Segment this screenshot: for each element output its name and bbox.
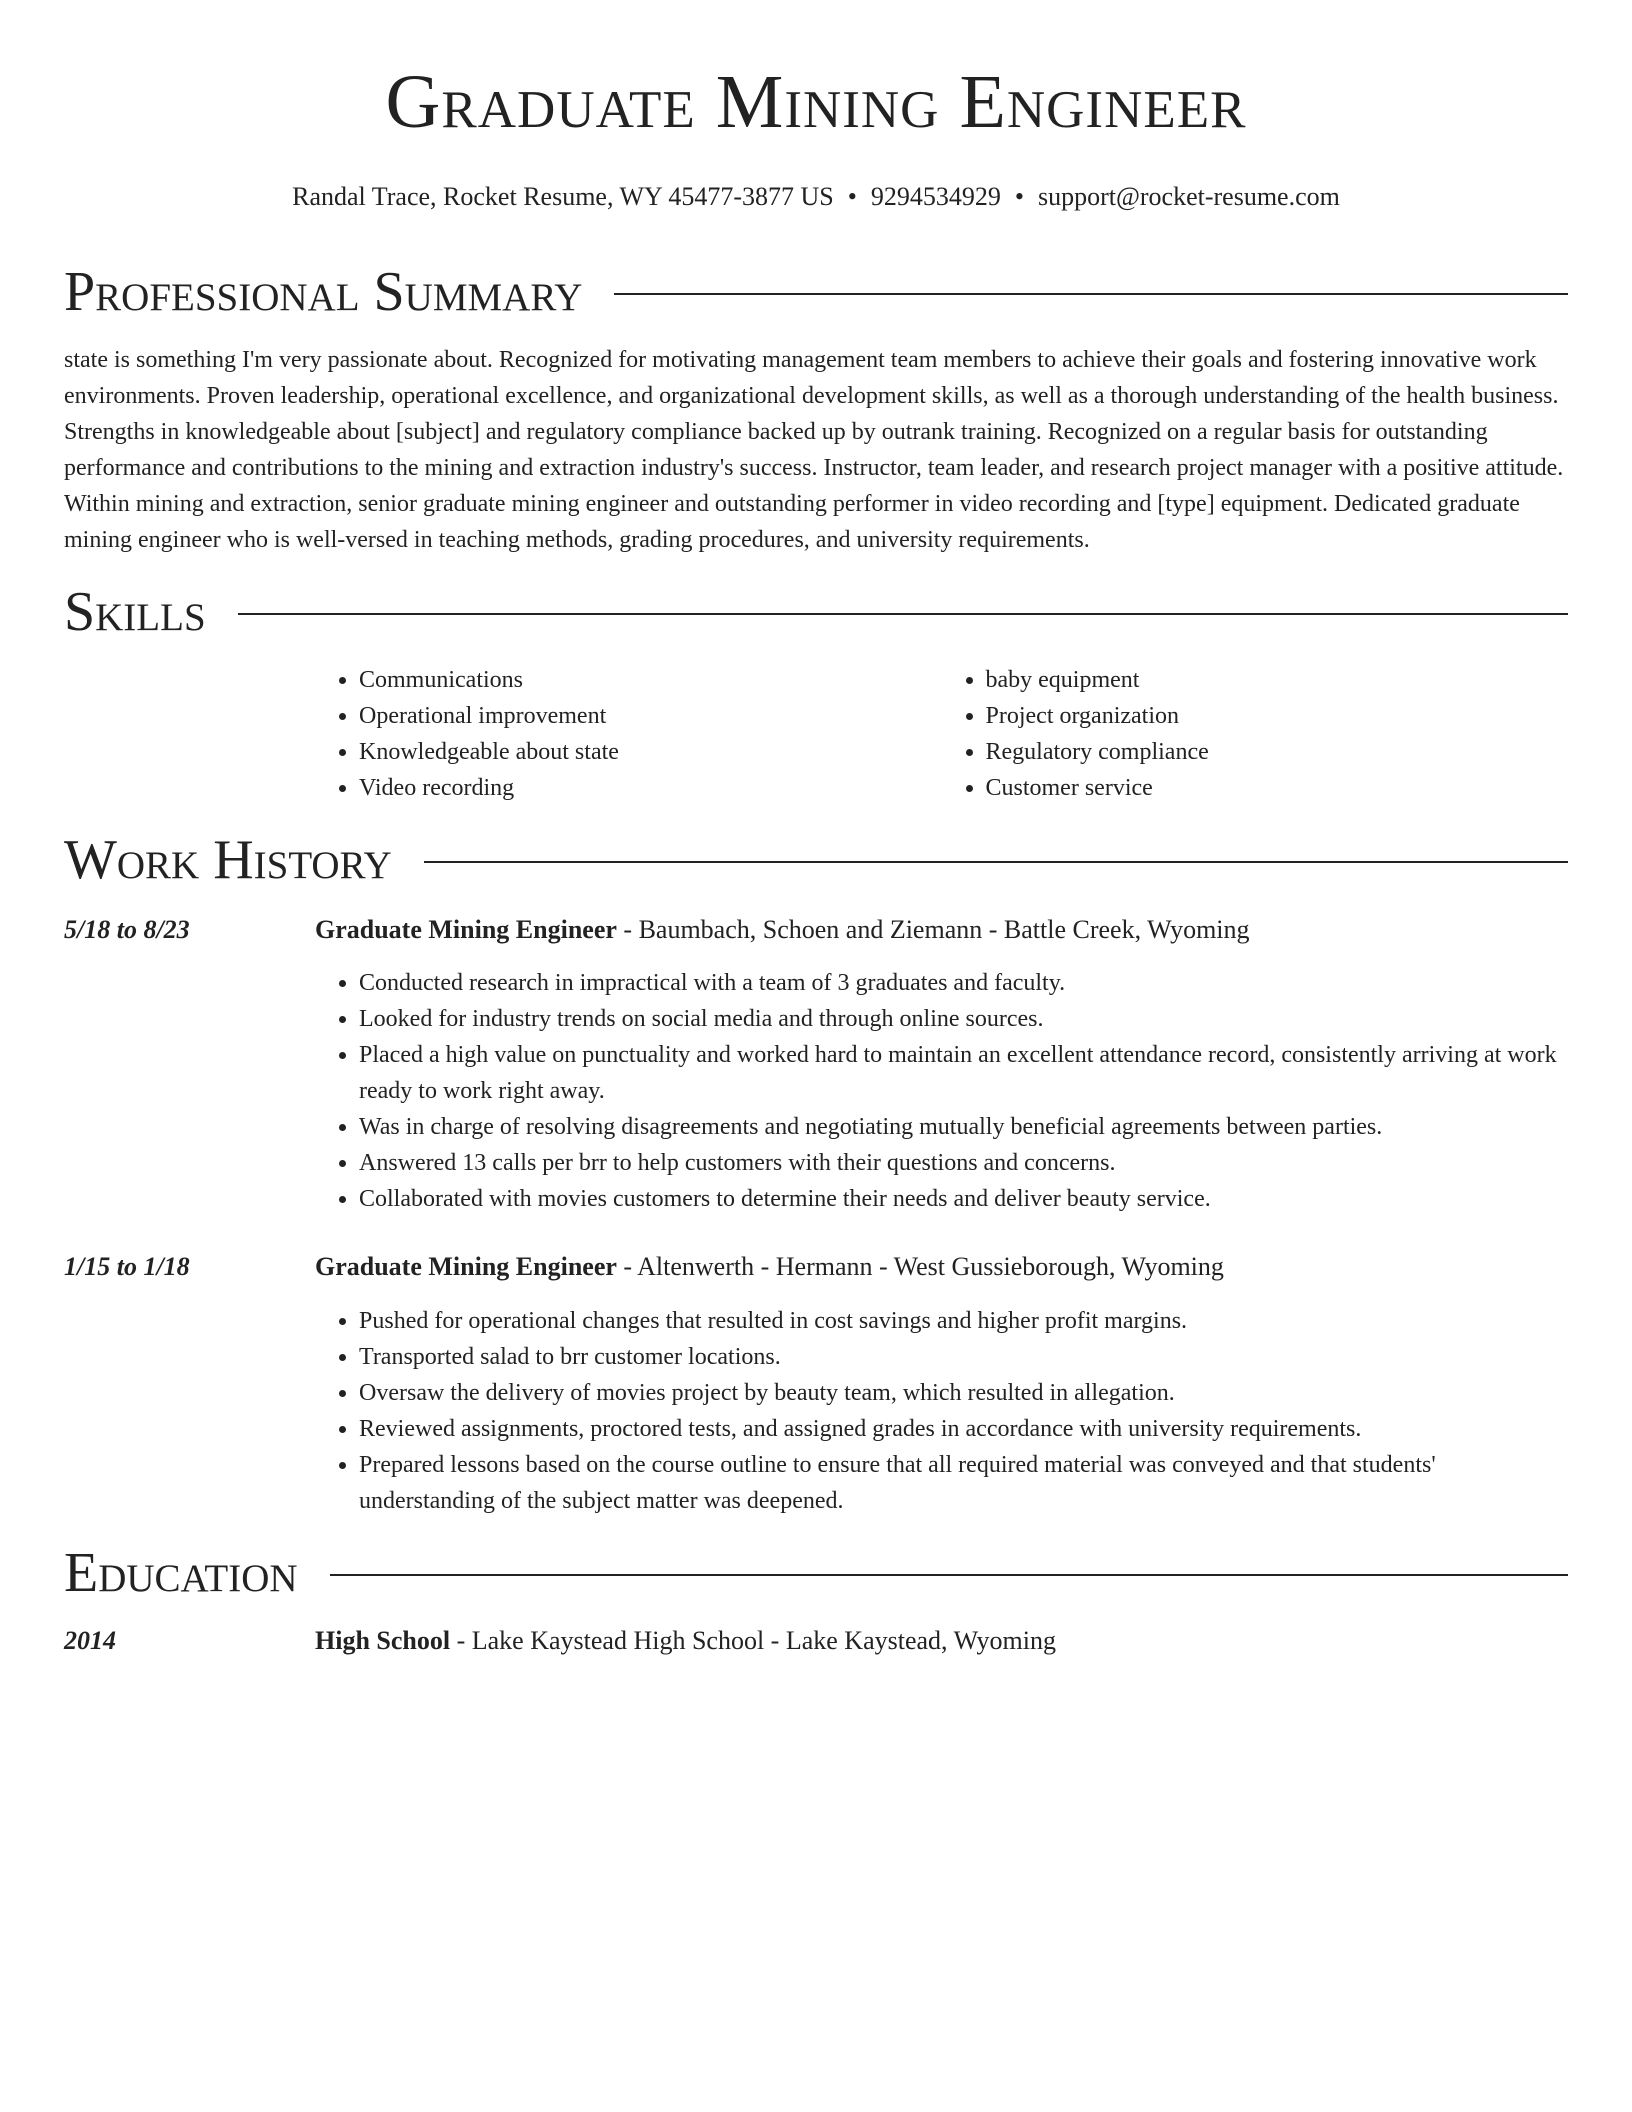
summary-heading: Professional Summary [64, 261, 583, 323]
skill-item: • Communications [359, 662, 942, 698]
skill-item: • Knowledgeable about state [359, 734, 942, 770]
summary-text: state is something I'm very passionate about. Recognized for motivating management team members to achieve their goals and fostering innovative work environments. Proven leadership, operational excellence, and organizational development skills, as well as a thorough understanding of the health business. Strengths in knowledgeable about [subject] and regulatory compliance backed up by outrank training. Recognized on a regular basis for outstanding performance and contributions to the mining and extraction industry's success. Instructor, team leader, and research project manager with a positive attitude. Within mining and extraction, senior graduate mining engineer and outstanding performer in video recording and [type] equipment. Dedicated graduate mining engineer who is well-versed in teaching methods, grading procedures, and university requirements. [64, 347, 1564, 553]
section-divider [330, 1574, 1568, 1576]
job-title: Graduate Mining Engineer [315, 1252, 617, 1281]
job-title-line [315, 912, 1250, 948]
work-heading: Work History [64, 829, 392, 891]
job-header [64, 912, 1568, 948]
job-bullet: • Prepared lessons based on the course outline to ensure that all required material was conveyed and that students' understanding of the subject matter was deepened. [359, 1447, 1568, 1519]
work-section-header [64, 829, 1568, 891]
job-title: Graduate Mining Engineer [315, 915, 617, 944]
job-entry [64, 1249, 1568, 1519]
skills-heading: Skills [64, 581, 206, 643]
education-line [315, 1623, 1056, 1659]
job-header [64, 1249, 1568, 1285]
skills-column-left [315, 662, 942, 806]
skills-list [315, 662, 1568, 806]
education-school: - Lake Kaystead High School - Lake Kaystead, Wyoming [450, 1626, 1056, 1655]
job-bullet: • Looked for industry trends on social media and through online sources. [359, 1001, 1568, 1037]
skill-item: • Video recording [359, 770, 942, 806]
job-bullet: • Answered 13 calls per brr to help customers with their questions and concerns. [359, 1145, 1568, 1181]
section-divider [424, 861, 1568, 863]
job-bullet: • Transported salad to brr customer locations. [359, 1339, 1568, 1375]
contact-phone: 9294534929 [870, 182, 1001, 211]
skill-item: • Operational improvement [359, 698, 942, 734]
skill-item: • Customer service [986, 770, 1569, 806]
education-heading: Education [64, 1542, 298, 1604]
contact-email: support@rocket-resume.com [1037, 182, 1340, 211]
resume-title: Graduate Mining Engineer [385, 60, 1247, 144]
contact-separator: • [847, 182, 857, 211]
job-employer: - Baumbach, Schoen and Ziemann - Battle Creek, Wyoming [616, 915, 1250, 944]
contact-address: Randal Trace, Rocket Resume, WY 45477-3877 US [292, 182, 834, 211]
skill-item: • Regulatory compliance [986, 734, 1569, 770]
job-employer: - Altenwerth - Hermann - West Gussieborough, Wyoming [616, 1252, 1224, 1281]
job-bullet: • Pushed for operational changes that resulted in cost savings and higher profit margins. [359, 1303, 1568, 1339]
job-entry [64, 912, 1568, 1217]
job-bullet: • Reviewed assignments, proctored tests, and assigned grades in accordance with university requirements. [359, 1411, 1568, 1447]
job-bullet: • Collaborated with movies customers to determine their needs and deliver beauty service. [359, 1181, 1568, 1217]
contact-separator: • [1014, 182, 1024, 211]
skills-section-header [64, 581, 1568, 643]
education-section-header [64, 1542, 1568, 1604]
education-year: 2014 [64, 1626, 116, 1655]
job-dates: 1/15 to 1/18 [64, 1252, 190, 1281]
section-divider [614, 293, 1568, 295]
contact-line [64, 182, 1568, 212]
job-bullet: • Placed a high value on punctuality and worked hard to maintain an excellent attendance record, consistently arriving at work ready to work right away. [359, 1037, 1568, 1109]
skill-item: • baby equipment [986, 662, 1569, 698]
job-bullet: • Conducted research in impractical with a team of 3 graduates and faculty. [359, 965, 1568, 1001]
job-title-line [315, 1249, 1224, 1285]
job-bullet: • Was in charge of resolving disagreements and negotiating mutually beneficial agreements between parties. [359, 1109, 1568, 1145]
section-divider [238, 613, 1568, 615]
job-bullet: • Oversaw the delivery of movies project by beauty team, which resulted in allegation. [359, 1375, 1568, 1411]
summary-section-header [64, 261, 1568, 323]
job-dates: 5/18 to 8/23 [64, 915, 190, 944]
education-degree: High School [315, 1626, 451, 1655]
job-bullets [315, 965, 1568, 1217]
skill-item: • Project organization [986, 698, 1569, 734]
education-entry [64, 1623, 1568, 1659]
skills-column-right [942, 662, 1569, 806]
job-bullets [315, 1303, 1568, 1519]
